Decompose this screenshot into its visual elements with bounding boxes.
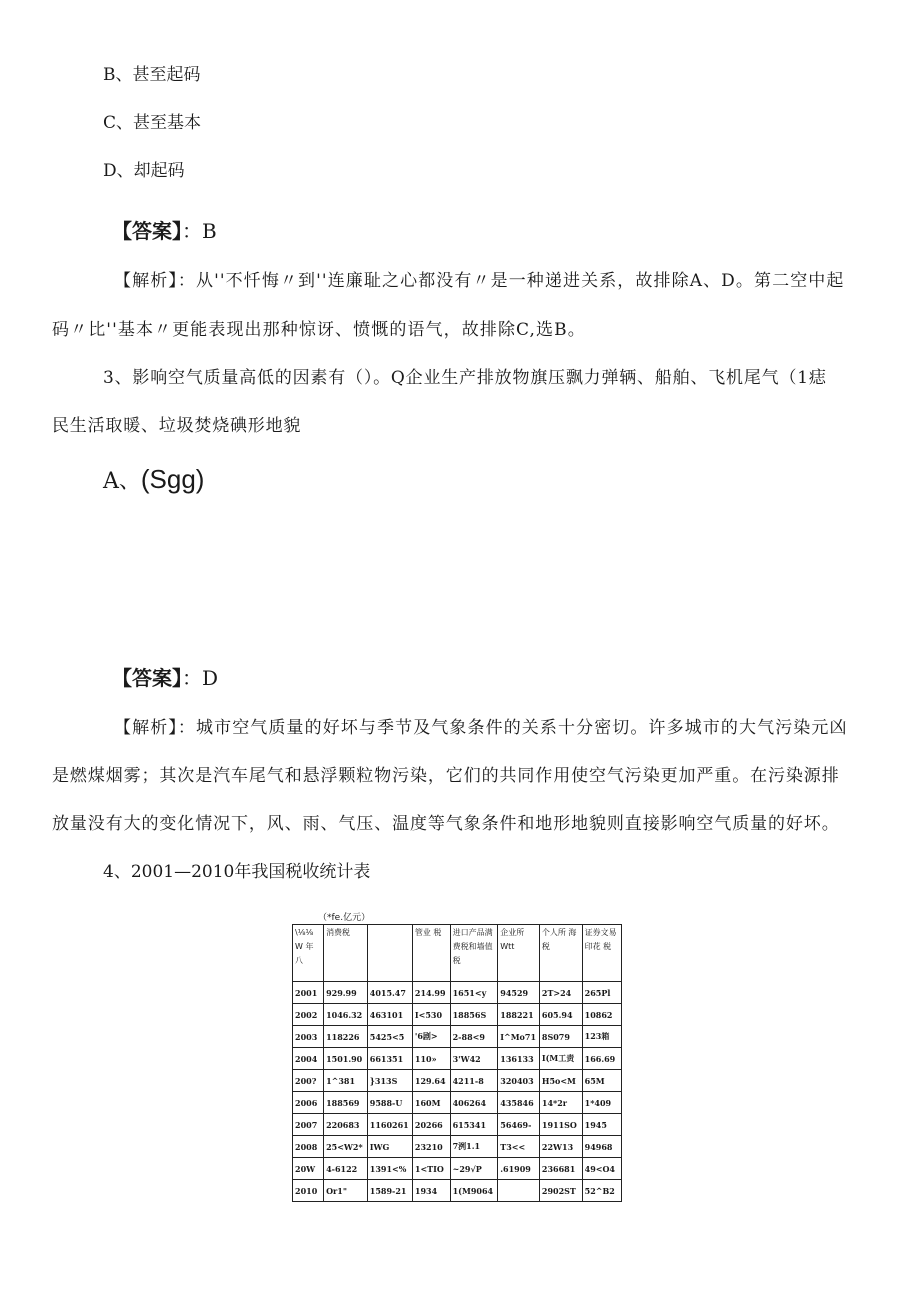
analysis-label: 【解析】 (114, 718, 178, 738)
table-row (293, 1158, 622, 1180)
table-cell: 18856S (450, 1004, 498, 1026)
table-row (293, 1180, 622, 1202)
table-cell: IWG (367, 1136, 412, 1158)
table-cell: 1046.32 (324, 1004, 368, 1026)
analysis-label: 【解析】 (114, 271, 178, 291)
table-cell: 65M (582, 1070, 621, 1092)
header-cell: 企业所 Wtt (498, 925, 540, 982)
table-cell: 1*409 (582, 1092, 621, 1114)
table-cell: 94529 (498, 982, 540, 1004)
table-cell: 2902ST (539, 1180, 582, 1202)
table-cell: Or1" (324, 1180, 368, 1202)
table-row (293, 1136, 622, 1158)
table-cell: 188221 (498, 1004, 540, 1026)
header-cell: \⅛⅛ W 年八 (293, 925, 324, 982)
table-cell: 2003 (293, 1026, 324, 1048)
analysis-text: ：从''不忏悔〃到''连廉耻之心都没有〃是一种递进关系，故排除A、D。第二空中起 (177, 271, 845, 291)
table-cell: 236681 (539, 1158, 582, 1180)
table-cell: 265Pl (582, 982, 621, 1004)
table-cell: 129.64 (412, 1070, 450, 1092)
analysis-text: ：城市空气质量的好坏与季节及气象条件的关系十分密切。许多城市的大气污染元凶 (177, 718, 848, 738)
header-cell (367, 925, 412, 982)
table-row (293, 1048, 622, 1070)
table-cell: 1391<% (367, 1158, 412, 1180)
table-cell: 1<TIO (412, 1158, 450, 1180)
table-row (293, 1070, 622, 1092)
table-cell: 52^B2 (582, 1180, 621, 1202)
table-cell: 214.99 (412, 982, 450, 1004)
table-cell: 4-6122 (324, 1158, 368, 1180)
table-cell: 463101 (367, 1004, 412, 1026)
table-cell: 320403 (498, 1070, 540, 1092)
table-cell: 110» (412, 1048, 450, 1070)
table-header-row (293, 925, 622, 982)
table-cell: I^Mo71 (498, 1026, 540, 1048)
answer-label: 【答案】 (112, 666, 182, 690)
table-cell: 1934 (412, 1180, 450, 1202)
answer-label: 【答案】 (112, 219, 182, 243)
table-cell: 2002 (293, 1004, 324, 1026)
table-cell: 160M (412, 1092, 450, 1114)
table-cell: 166.69 (582, 1048, 621, 1070)
table-cell: 1651<y (450, 982, 498, 1004)
table-cell: H5o<M (539, 1070, 582, 1092)
table-cell: 9588-U (367, 1092, 412, 1114)
answer-value: ：D (182, 666, 219, 690)
table-cell: 2010 (293, 1180, 324, 1202)
table-cell: .61909 (498, 1158, 540, 1180)
table-cell (498, 1180, 540, 1202)
table-cell: 2006 (293, 1092, 324, 1114)
table-cell: 2007 (293, 1114, 324, 1136)
header-cell: 管业 税 (412, 925, 450, 982)
table-cell: 2T>24 (539, 982, 582, 1004)
table-cell: 435846 (498, 1092, 540, 1114)
table-cell: 23210 (412, 1136, 450, 1158)
table-cell: 1501.90 (324, 1048, 368, 1070)
table-cell: 1160261 (367, 1114, 412, 1136)
table-cell: 20W (293, 1158, 324, 1180)
table-cell: ~29√P (450, 1158, 498, 1180)
table-cell: 4211-8 (450, 1070, 498, 1092)
analysis-2-line-2: 是燃煤烟雾；其次是汽车尾气和悬浮颗粒物污染，它们的共同作用使空气污染更加严重。在污染源排 (52, 766, 840, 786)
tax-table (292, 924, 622, 1202)
table-cell: 56469- (498, 1114, 540, 1136)
option-a-prefix: A、 (103, 469, 141, 494)
table-row (293, 982, 622, 1004)
header-cell: 证券文易 印花 税 (582, 925, 621, 982)
table-cell: 1589-21 (367, 1180, 412, 1202)
table-cell: 188569 (324, 1092, 368, 1114)
table-cell: 220683 (324, 1114, 368, 1136)
table-cell: '6剧> (412, 1026, 450, 1048)
table-cell: 20266 (412, 1114, 450, 1136)
question-3-line-2: 民生活取暖、垃圾焚烧碘形地貌 (52, 416, 302, 436)
table-unit: （*fe.亿元） (318, 913, 371, 923)
table-cell: 49<O4 (582, 1158, 621, 1180)
table-cell: 2008 (293, 1136, 324, 1158)
table-cell: 929.99 (324, 982, 368, 1004)
table-cell: 22W13 (539, 1136, 582, 1158)
table-cell: 10862 (582, 1004, 621, 1026)
table-cell: 661351 (367, 1048, 412, 1070)
table-cell: 3'W42 (450, 1048, 498, 1070)
question-3-line-1: 3、影响空气质量高低的因素有（）。Q企业生产排放物旗压飘力弹辆、船舶、飞机尾气（1痣 (103, 368, 827, 388)
analysis-1-line-2: 码〃比''基本〃更能表现出那种惊讶、愤慨的语气，故排除C,选B。 (52, 320, 586, 340)
table-cell: 123箱 (582, 1026, 621, 1048)
table-row (293, 1004, 622, 1026)
table-cell: 5425<5 (367, 1026, 412, 1048)
option-d: D、却起码 (103, 161, 185, 181)
table-cell: 605.94 (539, 1004, 582, 1026)
table-cell: 406264 (450, 1092, 498, 1114)
analysis-1 (114, 258, 874, 305)
table-cell: T3<< (498, 1136, 540, 1158)
answer-2 (112, 666, 218, 690)
option-b: B、甚至起码 (103, 65, 201, 85)
header-cell: 个人所 海税 (539, 925, 582, 982)
table-row (293, 1026, 622, 1048)
table-cell: 1(M9064 (450, 1180, 498, 1202)
table-cell: 94968 (582, 1136, 621, 1158)
table-cell: 14*2r (539, 1092, 582, 1114)
question-4-title: 4、2001—2010年我国税收统计表 (103, 862, 371, 882)
table-row (293, 1092, 622, 1114)
analysis-2-line-3: 放量没有大的变化情况下，风、雨、气压、温度等气象条件和地形地貌则直接影响空气质量的好坏。 (52, 814, 840, 834)
table-cell: I(M工责 (539, 1048, 582, 1070)
table-cell: 200? (293, 1070, 324, 1092)
table-cell: I<530 (412, 1004, 450, 1026)
table-cell: }313S (367, 1070, 412, 1092)
answer-value: ：B (182, 219, 217, 243)
table-cell: 7洌1.1 (450, 1136, 498, 1158)
table-cell: 2001 (293, 982, 324, 1004)
table-row (293, 1114, 622, 1136)
table-cell: 136133 (498, 1048, 540, 1070)
table-cell: 2-88<9 (450, 1026, 498, 1048)
table-cell: 8S079 (539, 1026, 582, 1048)
analysis-1-line-1 (114, 258, 874, 305)
table-cell: 1^381 (324, 1070, 368, 1092)
table-cell: 1945 (582, 1114, 621, 1136)
answer-1 (112, 219, 217, 243)
table-cell: 4015.47 (367, 982, 412, 1004)
table-cell: 615341 (450, 1114, 498, 1136)
option-a (103, 464, 205, 494)
option-c: C、甚至基本 (103, 113, 202, 133)
analysis-2-line-1 (114, 716, 848, 740)
table-cell: 1911SO (539, 1114, 582, 1136)
header-cell: 消费税 (324, 925, 368, 982)
table-cell: 25<W2* (324, 1136, 368, 1158)
table-cell: 2004 (293, 1048, 324, 1070)
header-cell: 进口产品满费税和墙值 税 (450, 925, 498, 982)
table-cell: 118226 (324, 1026, 368, 1048)
option-a-text: (Sgg) (140, 464, 205, 494)
